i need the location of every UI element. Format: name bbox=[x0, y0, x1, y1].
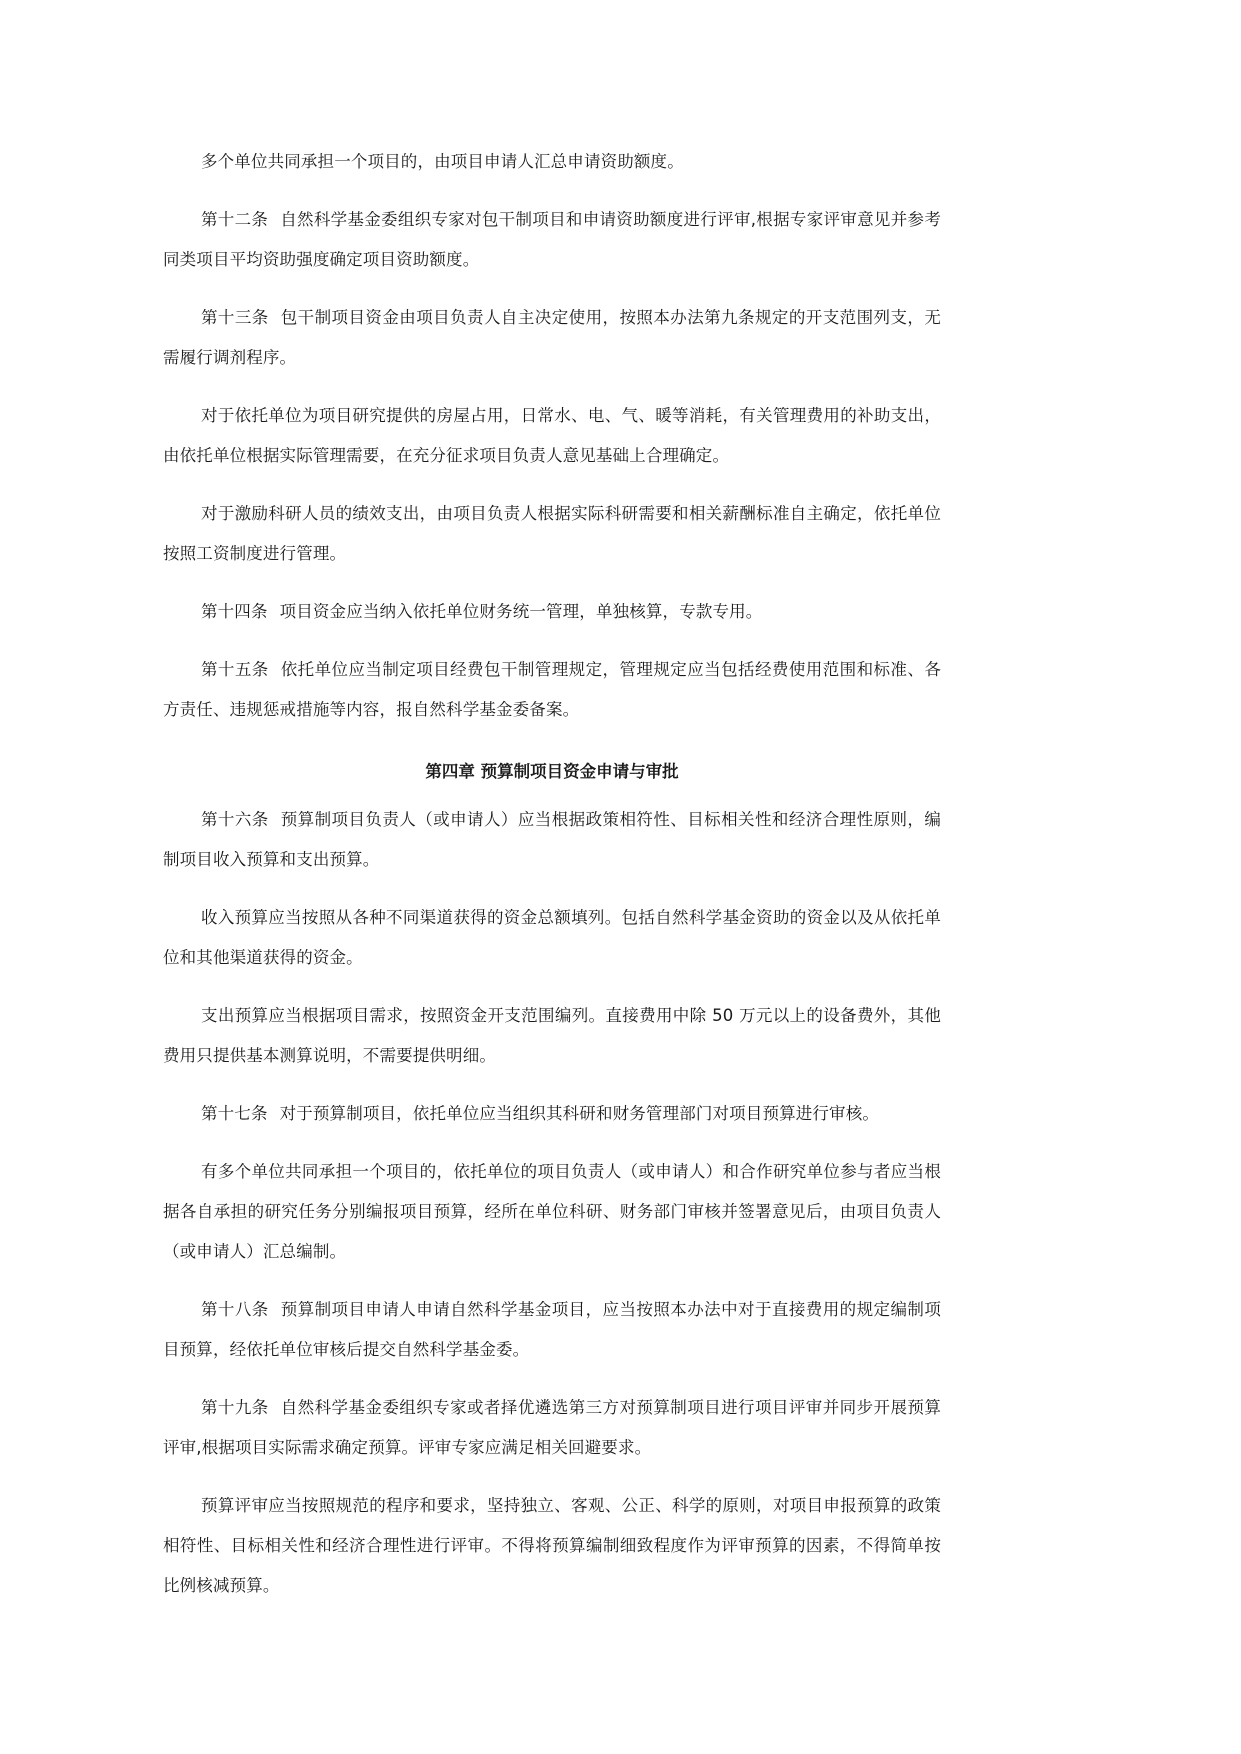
paragraph bbox=[163, 1486, 941, 1606]
paragraph bbox=[163, 650, 941, 730]
paragraph-text: 多个单位共同承担一个项目的，由项目申请人汇总申请资助额度。 bbox=[201, 152, 684, 171]
paragraph-text: 对于激励科研人员的绩效支出，由项目负责人根据实际科研需要和相关薪酬标准自主确定，依托单位按照工资制度进行管理。 bbox=[163, 504, 941, 563]
article-number: 第十八条 bbox=[201, 1300, 269, 1319]
article-number: 第十四条 bbox=[201, 602, 268, 621]
chapter-heading: 第四章 预算制项目资金申请与审批 bbox=[425, 762, 679, 781]
paragraph bbox=[163, 1152, 941, 1272]
paragraph-text: 依托单位应当制定项目经费包干制管理规定，管理规定应当包括经费使用范围和标准、各方责任、违规惩戒措施等内容，报自然科学基金委备案。 bbox=[163, 660, 941, 719]
paragraph-text: 支出预算应当根据项目需求，按照资金开支范围编列。直接费用中除 50 万元以上的设备费外，其他费用只提供基本测算说明，不需要提供明细。 bbox=[163, 1006, 941, 1065]
paragraph bbox=[163, 1094, 941, 1134]
paragraph-text: 项目资金应当纳入依托单位财务统一管理，单独核算，专款专用。 bbox=[279, 602, 763, 621]
article-number: 第十二条 bbox=[201, 210, 269, 229]
article-number: 第十九条 bbox=[201, 1398, 269, 1417]
article-number: 第十五条 bbox=[201, 660, 269, 679]
paragraph-text: 有多个单位共同承担一个项目的，依托单位的项目负责人（或申请人）和合作研究单位参与者应当根据各自承担的研究任务分别编报项目预算，经所在单位科研、财务部门审核并签署意见后，由项目负责人（或申请人）汇总编制。 bbox=[163, 1162, 941, 1261]
article-number: 第十七条 bbox=[201, 1104, 268, 1123]
paragraph bbox=[163, 898, 941, 978]
paragraph bbox=[163, 800, 941, 880]
paragraph bbox=[163, 1290, 941, 1370]
paragraph bbox=[163, 494, 941, 574]
document-page bbox=[163, 142, 941, 1624]
paragraph-text: 预算评审应当按照规范的程序和要求，坚持独立、客观、公正、科学的原则，对项目申报预算的政策相符性、目标相关性和经济合理性进行评审。不得将预算编制细致程度作为评审预算的因素，不得简单按比例核减预算。 bbox=[163, 1496, 941, 1595]
paragraph bbox=[163, 200, 941, 280]
paragraph bbox=[163, 996, 941, 1076]
paragraph-text: 包干制项目资金由项目负责人自主决定使用，按照本办法第九条规定的开支范围列支，无需履行调剂程序。 bbox=[163, 308, 941, 367]
paragraph bbox=[163, 592, 941, 632]
paragraph-text: 对于预算制项目，依托单位应当组织其科研和财务管理部门对项目预算进行审核。 bbox=[279, 1104, 880, 1123]
paragraph bbox=[163, 1388, 941, 1468]
paragraph-text: 预算制项目申请人申请自然科学基金项目，应当按照本办法中对于直接费用的规定编制项目预算，经依托单位审核后提交自然科学基金委。 bbox=[163, 1300, 941, 1359]
paragraph-text: 对于依托单位为项目研究提供的房屋占用，日常水、电、气、暖等消耗，有关管理费用的补助支出，由依托单位根据实际管理需要，在充分征求项目负责人意见基础上合理确定。 bbox=[163, 406, 941, 465]
paragraph bbox=[163, 396, 941, 476]
paragraph bbox=[163, 142, 941, 182]
paragraph-text: 自然科学基金委组织专家对包干制项目和申请资助额度进行评审,根据专家评审意见并参考同类项目平均资助强度确定项目资助额度。 bbox=[163, 210, 941, 269]
paragraph-text: 预算制项目负责人（或申请人）应当根据政策相符性、目标相关性和经济合理性原则，编制项目收入预算和支出预算。 bbox=[163, 810, 941, 869]
article-number: 第十六条 bbox=[201, 810, 269, 829]
article-number: 第十三条 bbox=[201, 308, 269, 327]
paragraph-text: 自然科学基金委组织专家或者择优遴选第三方对预算制项目进行项目评审并同步开展预算评审,根据项目实际需求确定预算。评审专家应满足相关回避要求。 bbox=[163, 1398, 941, 1457]
paragraph-text: 收入预算应当按照从各种不同渠道获得的资金总额填列。包括自然科学基金资助的资金以及从依托单位和其他渠道获得的资金。 bbox=[163, 908, 941, 967]
paragraph bbox=[163, 298, 941, 378]
